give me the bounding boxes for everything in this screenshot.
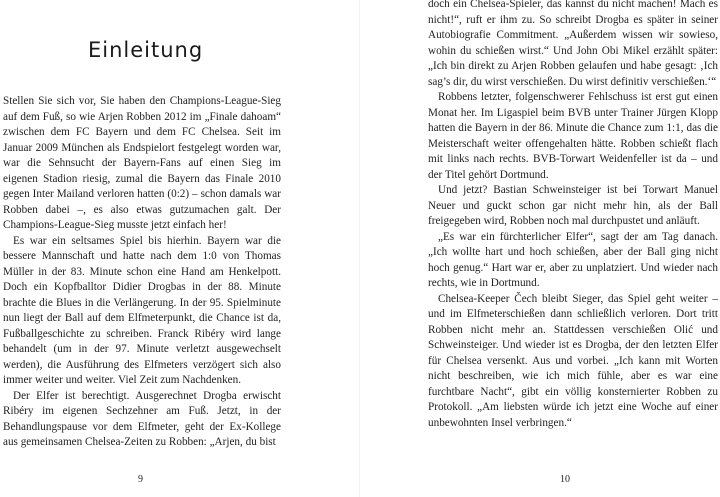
right-page: [360, 0, 720, 497]
body-paragraph: Es war ein seltsames Spiel bis hierhin. Bayern war die bessere Mannschaft und hatte nach dem 1:0 von Thomas Müller in der 83. Minute schon eine Hand am Henkelpott. Doch ein Kopfballtor Didier Drogbas in der 88. Minute brachte die Blues in die Verlängerung. In der 95. Spielminute nun liegt der Ball auf dem Elfmeterpunkt, die Chance ist da, Fußballgeschichte zu schreiben. Franck Ribéry wird lange behandelt (um in der 97. Minute verletzt ausgewechselt werden), die Ausführung des Elfmeters verzögert sich also immer weiter und weiter. Viel Zeit zum Nachdenken.: [3, 234, 281, 386]
body-paragraph: Stellen Sie sich vor, Sie haben den Champions-League-Sieg auf dem Fuß, so wie Arjen Robben 2012 im „Finale dahoam“ zwischen dem FC Bayern und dem FC Chelsea. Seit im Januar 2009 München als Endspielort festgelegt worden war, war die Sehnsucht der Bayern-Fans auf einen Sieg im eigenen Stadion riesig, zumal die Bayern das Finale 2010 gegen Inter Mailand verloren hatten (0:2) – schon damals war Robben dabei –, es also etwas gutzumachen galt. Der Champions-League-Sieg musste jetzt einfach her!: [3, 95, 281, 231]
body-paragraph: Der Elfer ist berechtigt. Ausgerechnet Drogba erwischt Ribéry im eigenen Sechzehner am Fuß. Jetzt, in der Behandlungspause vor dem Elfmeter, geht der Ex-Kollege aus gemeinsamen Chelsea-Zeiten zu Robben: „Arjen, du bist: [3, 389, 281, 448]
body-paragraph: Chelsea-Keeper Čech bleibt Sieger, das Spiel geht weiter – und im Elfmeterschießen dann schließlich verloren. Dort tritt Robben nicht mehr an. Stattdessen verschießen Olić und Schweinsteiger. Und wieder ist es Drogba, der den letzten Elfer für Chelsea versenkt. Aus und vorbei. „Ich kann mit Worten nicht beschreiben, wie ich mich fühle, aber es war eine furchtbare Nacht“, gibt ein völlig konsternierter Robben zu Protokoll. „Am liebsten würde ich jetzt eine Woche auf einer unbewohnten Insel verbringen.“: [428, 292, 718, 429]
right-page-body: [428, 0, 718, 431]
chapter-title: Einleitung: [88, 38, 204, 62]
left-page-body: [3, 94, 281, 451]
page-number: 10: [560, 474, 570, 485]
body-paragraph: doch ein Chelsea-Spieler, das kannst du nicht machen! Mach es nicht!“, ruft er ihm zu. So schreibt Drogba es später in seiner Autobiografie Commitment. „Außerdem wissen wir sowieso, wohin du schießen wirst.“ Und John Obi Mikel erzählt später: „Ich bin direkt zu Arjen Robben gelaufen und habe gesagt: ‚Ich sag’s dir, du wirst verschießen. Du wirst definitiv verschießen.‘“: [428, 0, 718, 88]
body-paragraph: Und jetzt? Bastian Schweinsteiger ist bei Torwart Manuel Neuer und guckt schon gar nicht mehr hin, als der Ball freigegeben wird, Robben noch mal durchpustet und anläuft.: [428, 184, 718, 227]
page-number: 9: [138, 474, 143, 485]
body-paragraph: Robbens letzter, folgenschwerer Fehlschuss ist erst gut einen Monat her. Im Ligaspiel beim BVB unter Trainer Jürgen Klopp hatten die Bayern in der 86. Minute die Chance zum 1:1, das die Meisterschaft weiter offengehalten hätte. Robben schießt flach mit links nach rechts. BVB-Torwart Weidenfeller ist da – und der Titel gehört Dortmund.: [428, 91, 718, 181]
body-paragraph: „Es war ein fürchterlicher Elfer“, sagt der am Tag danach. „Ich wollte hart und hoch schießen, aber der Ball ging nicht hoch genug.“ Hart war er, aber zu unplatziert. Und wieder nach rechts, wie in Dortmund.: [428, 230, 718, 289]
